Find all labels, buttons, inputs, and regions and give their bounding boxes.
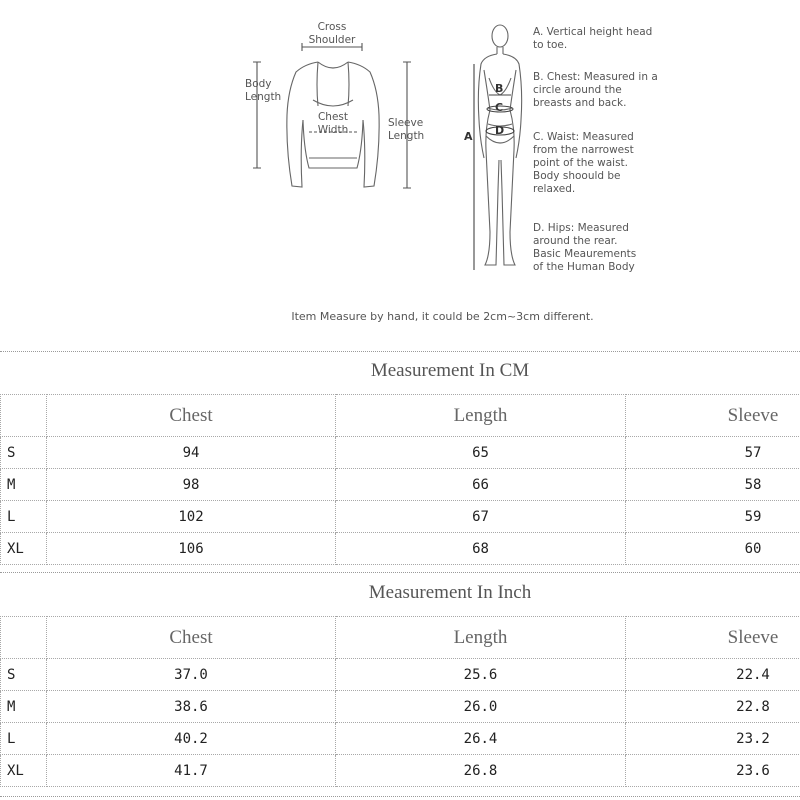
size-label: XL [1, 755, 47, 787]
section-divider [0, 796, 800, 797]
table-row [1, 437, 800, 469]
sleeve-value: 59 [626, 501, 800, 533]
size-label: M [1, 691, 47, 723]
sleeve-value: 60 [626, 533, 800, 565]
column-header-chest: Chest [47, 617, 336, 659]
size-label: S [1, 437, 47, 469]
column-header-sleeve: Sleeve [626, 617, 800, 659]
cross-shoulder-label: Cross Shoulder [308, 21, 356, 46]
letter-b: B [495, 82, 504, 95]
measurement-diagram [0, 0, 800, 345]
chest-value: 41.7 [47, 755, 336, 787]
definition-c: C. Waist: Measured from the narrowest point of the waist. Body shoould be relaxed. [533, 131, 634, 195]
sleeve-value: 23.6 [626, 755, 800, 787]
inch-table-title: Measurement In Inch [368, 582, 532, 603]
size-label: XL [1, 533, 47, 565]
length-value: 26.0 [336, 691, 626, 723]
column-header-sleeve: Sleeve [626, 395, 800, 437]
table-row [1, 723, 800, 755]
table-row [1, 755, 800, 787]
size-label: M [1, 469, 47, 501]
measurement-illustration [0, 0, 800, 345]
column-header-length: Length [336, 617, 626, 659]
body-figure [478, 25, 521, 265]
definition-b: B. Chest: Measured in a circle around the breasts and back. [533, 71, 658, 109]
chest-value: 106 [47, 533, 336, 565]
size-label: L [1, 723, 47, 755]
letter-d: D [495, 124, 505, 137]
inch-size-table [0, 616, 800, 787]
length-value: 26.8 [336, 755, 626, 787]
chest-value: 37.0 [47, 659, 336, 691]
size-label: S [1, 659, 47, 691]
chest-value: 94 [47, 437, 336, 469]
column-header-length: Length [336, 395, 626, 437]
chest-width-label: Chest Width [317, 111, 349, 136]
chest-value: 102 [47, 501, 336, 533]
table-row [1, 659, 800, 691]
chest-value: 40.2 [47, 723, 336, 755]
sleeve-value: 22.4 [626, 659, 800, 691]
chest-value: 98 [47, 469, 336, 501]
length-value: 68 [336, 533, 626, 565]
length-value: 26.4 [336, 723, 626, 755]
definition-a: A. Vertical height head to toe. [533, 26, 653, 51]
sleeve-value: 57 [626, 437, 800, 469]
column-header-chest: Chest [47, 395, 336, 437]
length-value: 67 [336, 501, 626, 533]
length-value: 25.6 [336, 659, 626, 691]
section-divider [0, 572, 800, 573]
body-length-label: Body Length [245, 78, 282, 103]
sleeve-value: 23.2 [626, 723, 800, 755]
sleeve-value: 58 [626, 469, 800, 501]
length-value: 65 [336, 437, 626, 469]
body-measure-lines [474, 64, 514, 270]
letter-c: C [495, 101, 504, 114]
sleeve-length-label: Sleeve Length [388, 117, 425, 142]
letter-a: A [464, 130, 473, 143]
table-row [1, 533, 800, 565]
table-header-row [1, 395, 800, 437]
definition-d: D. Hips: Measured around the rear. Basic Meaurements of the Human Body [533, 222, 637, 273]
table-row [1, 501, 800, 533]
size-label: L [1, 501, 47, 533]
length-value: 66 [336, 469, 626, 501]
table-row [1, 469, 800, 501]
measure-note: Item Measure by hand, it could be 2cm~3cm different. [291, 310, 594, 323]
table-header-row [1, 617, 800, 659]
section-divider [0, 351, 800, 352]
corner-cell [1, 395, 47, 437]
cm-table-title: Measurement In CM [370, 360, 530, 381]
cm-size-table [0, 394, 800, 565]
sleeve-value: 22.8 [626, 691, 800, 723]
table-row [1, 691, 800, 723]
corner-cell [1, 617, 47, 659]
chest-value: 38.6 [47, 691, 336, 723]
